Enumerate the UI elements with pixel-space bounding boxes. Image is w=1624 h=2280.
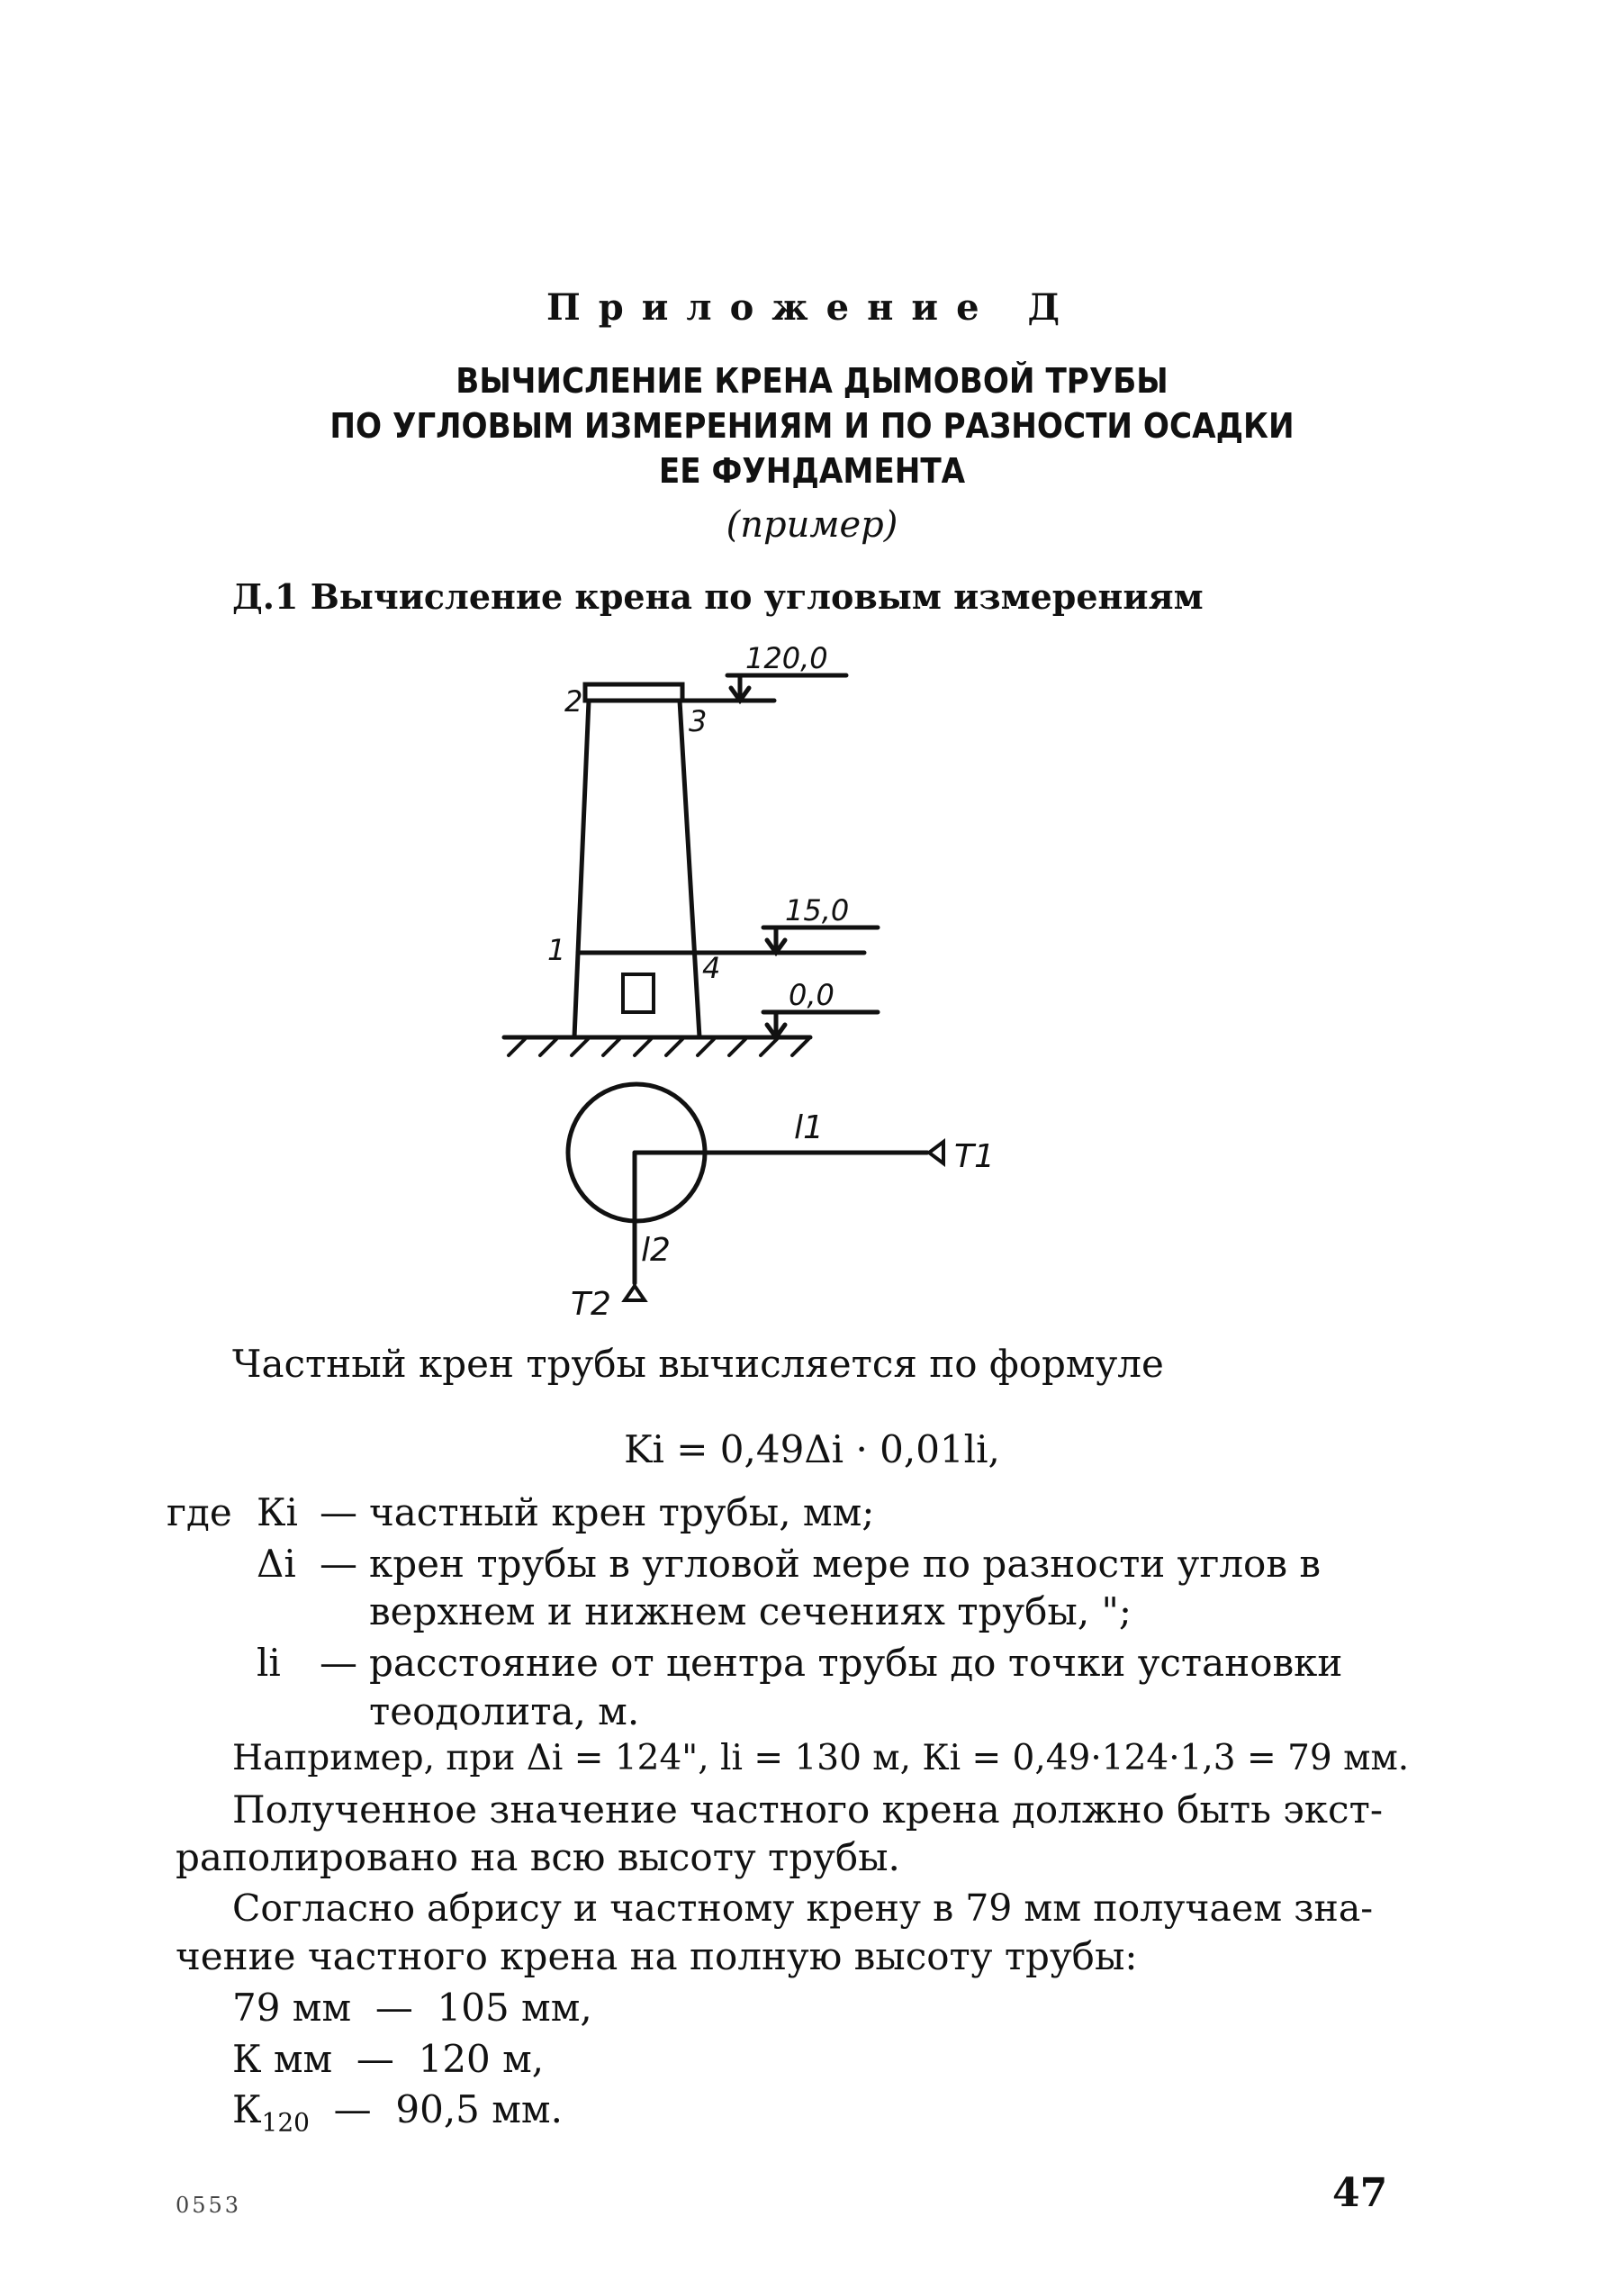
ground-hatching bbox=[509, 1039, 808, 1055]
door bbox=[623, 974, 654, 1012]
title-line-1: ВЫЧИСЛЕНИЕ КРЕНА ДЫМОВОЙ ТРУБЫ bbox=[456, 361, 1168, 401]
level-mark-ground bbox=[763, 1012, 878, 1037]
l-definition-line-1: расстояние от центра трубы до точки установки bbox=[369, 1641, 1343, 1685]
level-mark-top bbox=[727, 675, 846, 701]
point-label-3: 3 bbox=[689, 704, 708, 738]
level-label-mid: 15,0 bbox=[785, 893, 850, 927]
level-mark-mid bbox=[763, 927, 878, 953]
k120-symbol: К bbox=[232, 2087, 262, 2131]
chimney-left-wall bbox=[574, 701, 589, 1037]
section-heading: Д.1 Вычисление крена по угловым измерениям bbox=[232, 576, 1204, 617]
delta-definition-line-1: крен трубы в угловой мере по разности углов в bbox=[369, 1542, 1321, 1586]
proportion-line-1: 79 мм — 105 мм, bbox=[232, 1986, 592, 2030]
k-symbol: Кi bbox=[257, 1490, 298, 1534]
subtitle: (пример) bbox=[726, 504, 898, 546]
appendix-label: Приложение Д bbox=[546, 286, 1078, 329]
l2-label: l2 bbox=[641, 1232, 671, 1269]
chimney-right-wall bbox=[680, 701, 699, 1037]
k-definition: частный крен трубы, мм; bbox=[369, 1490, 875, 1534]
proportion-line-3 bbox=[232, 2087, 563, 2138]
t1-triangle bbox=[929, 1142, 943, 1163]
paragraph-1-line-2: раполировано на всю высоту трубы. bbox=[176, 1835, 900, 1879]
k120-subscript: 120 bbox=[261, 2107, 310, 2138]
level-label-top: 120,0 bbox=[745, 641, 828, 675]
paragraph-2-line-2: чение частного крена на полную высоту трубы: bbox=[176, 1934, 1138, 1978]
level-label-ground: 0,0 bbox=[789, 978, 835, 1012]
l1-label: l1 bbox=[794, 1109, 824, 1146]
delta-definition-line-2: верхнем и нижнем сечениях трубы, "; bbox=[369, 1589, 1132, 1633]
k120-value: — 90,5 мм. bbox=[309, 2087, 563, 2131]
footer-code: 0553 bbox=[176, 2193, 242, 2218]
page-number: 47 bbox=[1332, 2170, 1388, 2216]
intro-text: Частный крен трубы вычисляется по формуле bbox=[232, 1342, 1164, 1386]
k-dash: — bbox=[320, 1490, 357, 1534]
l-symbol: li bbox=[257, 1641, 281, 1685]
formula: Ki = 0,49Δi · 0,01li, bbox=[624, 1427, 1000, 1471]
t1-label: T1 bbox=[954, 1138, 995, 1175]
example-text: Например, при Δi = 124", li = 130 м, Кi = 0,49·124·1,3 = 79 мм. bbox=[232, 1738, 1410, 1778]
t2-triangle bbox=[625, 1286, 645, 1300]
title-line-2: ПО УГЛОВЫМ ИЗМЕРЕНИЯМ И ПО РАЗНОСТИ ОСАДКИ bbox=[329, 406, 1295, 446]
title-line-3: ЕЕ ФУНДАМЕНТА bbox=[658, 451, 966, 491]
l-definition-line-2: теодолита, м. bbox=[369, 1689, 640, 1733]
point-label-4: 4 bbox=[702, 951, 721, 985]
point-label-1: 1 bbox=[547, 933, 566, 967]
delta-dash: — bbox=[320, 1542, 357, 1586]
paragraph-2-line-1: Согласно абрису и частному крену в 79 мм получаем зна- bbox=[232, 1886, 1374, 1930]
delta-symbol: Δi bbox=[257, 1542, 296, 1586]
point-label-2: 2 bbox=[564, 684, 583, 719]
chimney-cap bbox=[585, 684, 682, 701]
where-word: где bbox=[167, 1490, 232, 1534]
t2-label: T2 bbox=[571, 1286, 611, 1323]
proportion-line-2: К мм — 120 м, bbox=[232, 2037, 545, 2081]
paragraph-1-line-1: Полученное значение частного крена должно быть экст- bbox=[232, 1787, 1384, 1832]
l-dash: — bbox=[320, 1641, 357, 1685]
